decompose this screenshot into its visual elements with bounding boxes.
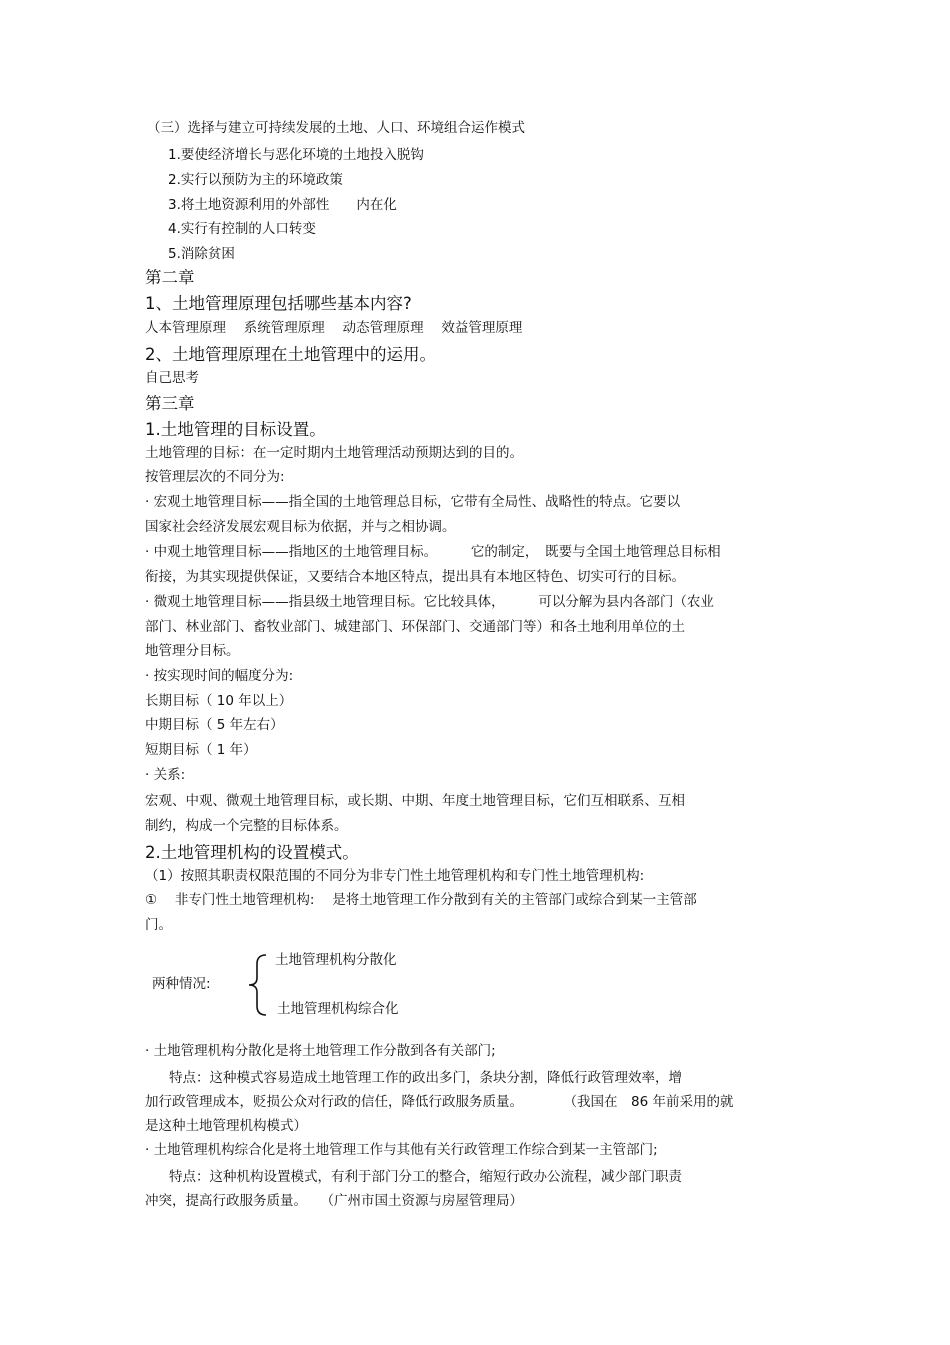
case-decentralized: 土地管理机构分散化 xyxy=(275,952,397,968)
paragraph-line: · 土地管理机构分散化是将土地管理工作分散到各有关部门; xyxy=(145,1043,496,1059)
two-cases-label: 两种情况: xyxy=(152,976,211,992)
paragraph-line: · 按实现时间的幅度分为: xyxy=(145,668,294,684)
paragraph-line: 宏观、中观、微观土地管理目标，或长期、中期、年度土地管理目标，它们互相联系、互相 xyxy=(145,793,685,809)
paragraph-line: 部门、林业部门、畜牧业部门、城建部门、环保部门、交通部门等）和各土地利用单位的土 xyxy=(145,619,685,635)
list-item: 3.将土地资源利用的外部性 内在化 xyxy=(168,197,397,213)
section-heading: 1.土地管理的目标设置。 xyxy=(145,420,326,439)
paragraph-line: 国家社会经济发展宏观目标为依据，并与之相协调。 xyxy=(145,519,456,535)
left-brace-icon xyxy=(244,952,270,1018)
paragraph-line: 门。 xyxy=(145,917,172,933)
question-heading: 2、土地管理原理在土地管理中的运用。 xyxy=(145,345,436,364)
paragraph-line: 加行政管理成本，贬损公众对行政的信任，降低行政服务质量。 （我国在 86 年前采用的就 xyxy=(145,1094,734,1110)
paragraph-line: （1）按照其职责权限范围的不同分为非专门性土地管理机构和专门性土地管理机构: xyxy=(145,868,645,884)
paragraph-line: 按管理层次的不同分为: xyxy=(145,469,285,485)
paragraph-line: 特点：这种机构设置模式，有利于部门分工的整合，缩短行政办公流程，减少部门职责 xyxy=(169,1169,682,1185)
paragraph-line: · 关系: xyxy=(145,767,186,783)
paragraph-line: 短期目标（ 1 年） xyxy=(145,742,257,758)
paragraph-line: ① 非专门性土地管理机构: 是将土地管理工作分散到有关的主管部门或综合到某一主管部 xyxy=(145,892,697,908)
paragraph-line: 特点：这种模式容易造成土地管理工作的政出多门，条块分割，降低行政管理效率，增 xyxy=(169,1070,682,1086)
section-heading: 2.土地管理机构的设置模式。 xyxy=(145,843,359,862)
paragraph-line: 土地管理的目标：在一定时期内土地管理活动预期达到的目的。 xyxy=(145,445,523,461)
question-heading: 1、土地管理原理包括哪些基本内容? xyxy=(145,294,412,313)
list-item: 2.实行以预防为主的环境政策 xyxy=(168,172,343,188)
paragraph-line: · 微观土地管理目标——指县级土地管理目标。它比较具体， 可以分解为县内各部门（农业 xyxy=(145,594,714,610)
list-item: 4.实行有控制的人口转变 xyxy=(168,221,316,237)
paragraph-line: 冲突，提高行政服务质量。 （广州市国土资源与房屋管理局） xyxy=(145,1193,523,1209)
section-heading-3: （三）选择与建立可持续发展的土地、人口、环境组合运作模式 xyxy=(147,120,525,136)
paragraph-line: · 宏观土地管理目标——指全国的土地管理总目标，它带有全局性、战略性的特点。它要以 xyxy=(145,494,681,510)
paragraph-line: 制约，构成一个完整的目标体系。 xyxy=(145,818,348,834)
paragraph-line: 中期目标（ 5 年左右） xyxy=(145,717,284,733)
paragraph-line: 地管理分目标。 xyxy=(145,643,240,659)
paragraph-line: 衔接，为其实现提供保证，又要结合本地区特点，提出具有本地区特色、切实可行的目标。 xyxy=(145,569,685,585)
paragraph-line: · 土地管理机构综合化是将土地管理工作与其他有关行政管理工作综合到某一主管部门; xyxy=(145,1142,658,1158)
paragraph-line: 是这种土地管理机构模式） xyxy=(145,1118,307,1134)
paragraph-line: 自己思考 xyxy=(145,370,199,386)
paragraph-line: · 中观土地管理目标——指地区的土地管理目标。 它的制定， 既要与全国土地管理总目标相 xyxy=(145,544,721,560)
list-item: 1.要使经济增长与恶化环境的土地投入脱钩 xyxy=(168,147,424,163)
chapter-heading: 第三章 xyxy=(145,394,195,413)
chapter-heading: 第二章 xyxy=(145,268,195,287)
paragraph-line: 长期目标（ 10 年以上） xyxy=(145,693,293,709)
paragraph-line: 人本管理原理 系统管理原理 动态管理原理 效益管理原理 xyxy=(145,320,523,336)
case-integrated: 土地管理机构综合化 xyxy=(277,1001,399,1017)
list-item: 5.消除贫困 xyxy=(168,246,235,262)
